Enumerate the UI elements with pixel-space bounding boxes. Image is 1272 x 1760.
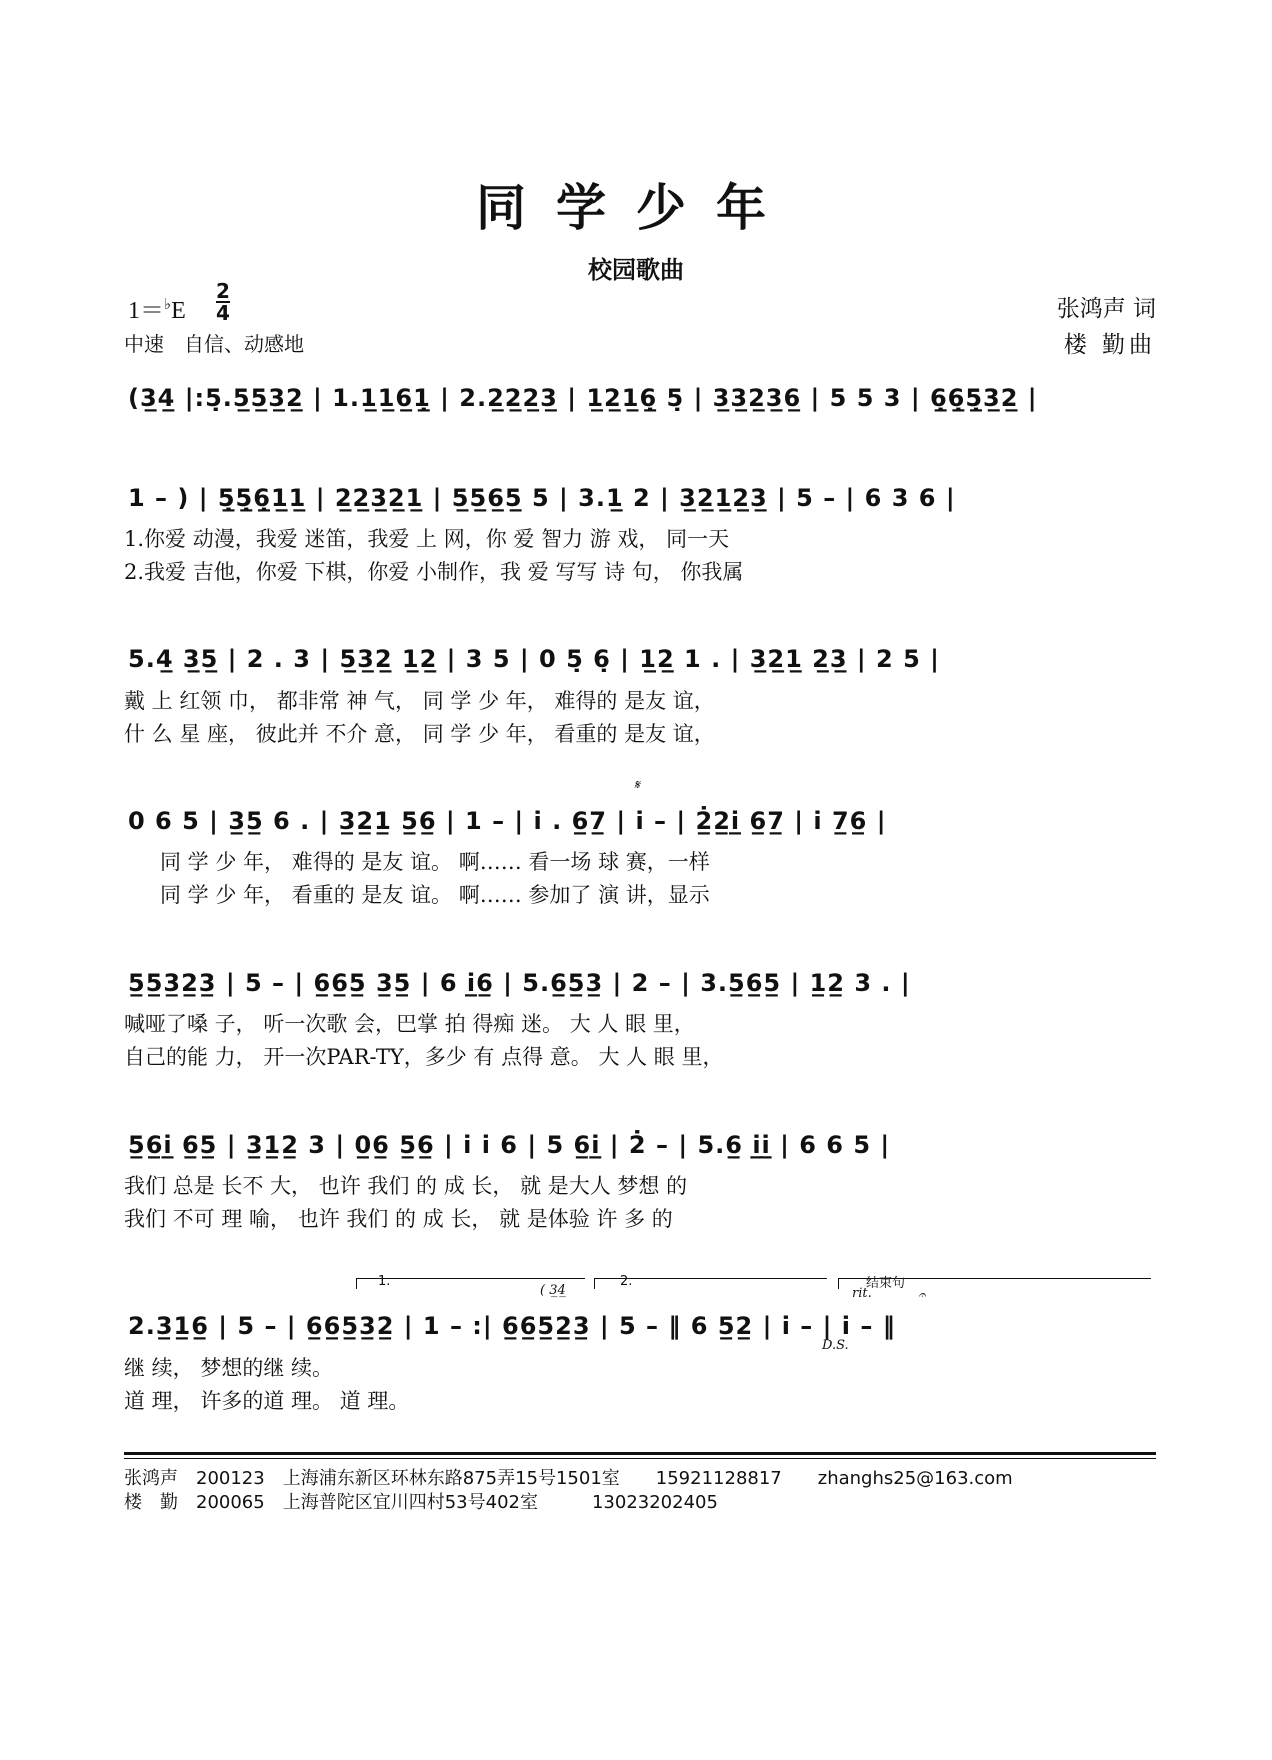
score-line-2: 1 – ) | 5̣̲5̣̲6̣̲1̲1̲ | 2̲2̲3̲2̲1̲ | 5̲5̲6̲5̲ 5 | 3.1̲ 2 | 3̲2̲1̲2̲3̲ | 5 – | 6 3 6 | (128, 484, 956, 512)
repeat-pickup: ( 3̲4̲ (540, 1283, 566, 1298)
lyric-verse1-line6: 我们 总是 长不 大， 也许 我们 的 成 长， 就 是大人 梦想 的 (124, 1174, 688, 1198)
score-line-7: 2.3̲1̲6̲ | 5 – | 6̲6̲5̲3̲2̲ | 1 – :| 6̲6̲5̲2̲3̲ | 5 – ‖ 6 5̲2̲ | i – | i – ‖ (128, 1312, 896, 1340)
volta-2-label: 2. (620, 1274, 633, 1289)
lyric-verse1-line2: 1.你爱 动漫，我爱 迷笛，我爱 上 网，你 爱 智力 游 戏， 同一天 (124, 527, 730, 551)
key-signature (128, 290, 186, 325)
tempo-marking: 中速 自信、动感地 (124, 332, 304, 356)
fermata-icon: 𝄐 (918, 1288, 926, 1303)
lyric-verse2-line6: 我们 不可 理 喻， 也许 我们 的 成 长， 就 是体验 许 多 的 (124, 1207, 673, 1231)
key-note: E (171, 298, 186, 324)
time-bottom: 4 (216, 301, 230, 325)
score-line-1: (3̲4̲ |:5̣.5̲5̲3̲2̲ | 1.1̲1̲6̲1̣̲ | 2.2̲2̲2̲3̲ | 1̲2̲1̲6̣̲ 5̣ | 3̲3̲2̲3̲6̲ | 5 5 3 | 6̣̲6̣̲5̣̲3̲2̲ | (128, 384, 1038, 412)
score-line-3: 5.4̲ 3̲5̲ | 2 . 3 | 5̲3̲2̲ 1̲2̲ | 3 5 | 0 5̣ 6̣ | 1̲2̲ 1 . | 3̲2̲1̲ 2̲3̲ | 2 5 | (128, 645, 940, 673)
lyric-verse1-line3: 戴 上 红领 巾， 都非常 神 气， 同 学 少 年， 难得的 是友 谊， (124, 689, 715, 713)
lyric-verse2-line7: 道 理， 许多的道 理。 道 理。 (124, 1389, 410, 1413)
ending-label: 结束句 (866, 1276, 906, 1291)
lyricist-credit: 张鸿声 词 (1056, 296, 1156, 322)
lyric-verse1-line7: 继 续， 梦想的继 续。 (124, 1356, 334, 1380)
footer-contact-2: 楼 勤 200065 上海普陀区宜川四村53号402室 13023202405 (124, 1492, 718, 1513)
lyric-verse2-line3: 什 么 星 座， 彼此并 不介 意， 同 学 少 年， 看重的 是友 谊， (124, 722, 715, 746)
song-title: 同学少年 (476, 178, 796, 237)
volta-1-label: 1. (378, 1274, 391, 1289)
rit-marking: rit. (852, 1286, 872, 1301)
score-line-5: 5̲5̲3̲2̲3̲ | 5 – | 6̲6̲5̲ 3̲5̲ | 6 i̲6̲ | 5.6̲5̲3̲ | 2 – | 3.5̲6̲5̲ | 1̲2̲ 3 . | (128, 969, 911, 997)
key-prefix: 1＝ (128, 298, 164, 324)
lyric-verse1-line5: 喊哑了嗓 子， 听一次歌 会，巴掌 拍 得痴 迷。 大 人 眼 里， (124, 1012, 695, 1036)
score-line-6: 5̲6̲i̲ 6̲5̲ | 3̲1̲2̲ 3 | 0̲6̲ 5̲6̲ | i i 6 | 5 6̲i̲ | 2̇ – | 5.6̲ i̲i̲ | 6 6 5 | (128, 1131, 891, 1159)
time-top: 2 (216, 279, 230, 303)
composer-credit: 楼 勤曲 (1063, 332, 1156, 358)
footer-rule-thick (124, 1452, 1156, 1455)
song-subtitle: 校园歌曲 (588, 256, 684, 284)
score-line-4: 0 6 5 | 3̲5̲ 6 . | 3̲2̲1̲ 5̲6̲ | 1 – | i . 6̲7̲ | i – | 2̲̇2̲i̲ 6̲7̲ | i 7̲6̲ | (128, 807, 887, 835)
flat-icon: ♭ (164, 297, 172, 313)
footer-rule-thin (124, 1458, 1156, 1459)
segno-icon: 𝄋 (634, 778, 640, 793)
time-signature (216, 279, 230, 325)
lyric-verse2-line4: 同 学 少 年， 看重的 是友 谊。 啊…… 参加了 演 讲，显示 (160, 883, 710, 907)
ds-marking: D.S. (822, 1338, 849, 1353)
lyric-verse2-line5: 自己的能 力， 开一次PAR-TY，多少 有 点得 意。 大 人 眼 里， (124, 1045, 724, 1069)
footer-contact-1: 张鸿声 200123 上海浦东新区环林东路875弄15号1501室 15921128817 zhanghs25@163.com (124, 1468, 1013, 1489)
lyric-verse1-line4: 同 学 少 年， 难得的 是友 谊。 啊…… 看一场 球 赛，一样 (160, 850, 710, 874)
lyric-verse2-line2: 2.我爱 吉他，你爱 下棋，你爱 小制作，我 爱 写写 诗 句， 你我属 (124, 560, 744, 584)
